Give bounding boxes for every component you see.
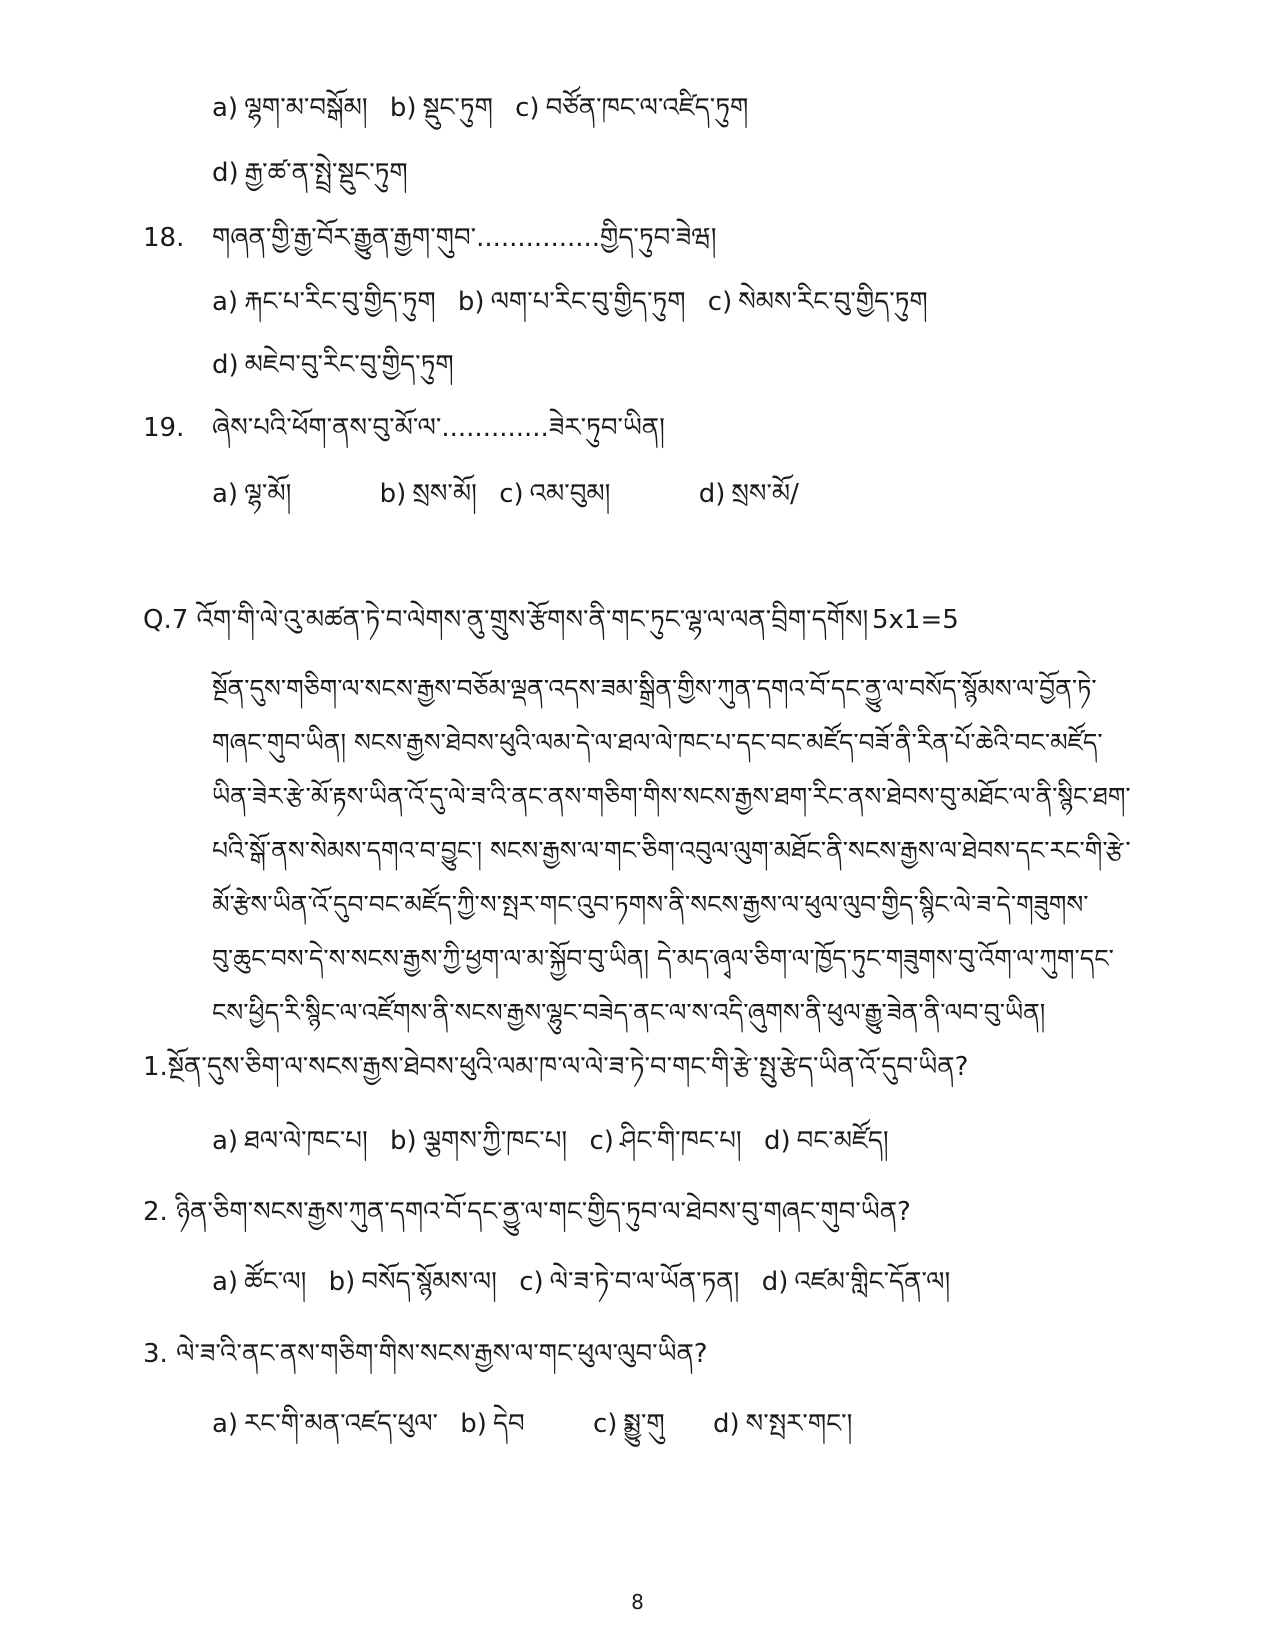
option-b: b) སྡུང་ཏུག [389,93,493,123]
option-c: c) སེམས་རིང་བུ་གྱིད་ཏུག [707,287,928,317]
q18-text: གཞན་གྱི་རྒྱ་བོར་རྒྱུན་རྒྱག་གུབ་...............གྱིད་ཏུབ་ཟེཝ། [212,223,717,253]
passage-line: པའི་སྒོ་ནས་སེམས་དགའ་བ་བྱུང་། སངས་རྒྱས་ལ་གང་ཅིག་འབུལ་ལུག་མཐོང་ནི་སངས་རྒྱས་ལ་ཐེབས་དང་རང་གི་རྩེ་ [212,836,1131,865]
q7-3-options [212,1404,866,1444]
option-d: d) འཛམ་གླིང་དོན་ལ། [761,1267,951,1297]
q17-options-line1 [212,88,762,128]
option-a: a) ལྷག་མ་བསྒོམ། [212,93,368,123]
q7-instruction: འོག་གི་ལེ་འུ་མཚན་ཏེ་བ་ལེགས་ནུ་གྲུས་རྩོགས་ནི་གང་ཏུང་ལྷ་ལ་ལན་བྲིག་དགོས། [196,605,869,635]
passage-line: གཞང་གུབ་ཡིན། སངས་རྒྱས་ཐེབས་ཕུའི་ལམ་དེ་ལ་ཐལ་ལེ་ཁང་པ་དང་བང་མཛོད་བཟོ་ནི་རིན་པོ་ཆེའི་བང་མཛོད་ [212,728,1103,757]
option-b: b) སྲས་མོ། [379,479,477,509]
option-b: b) དེབ [460,1409,525,1439]
option-c: c) བཙོན་ཁང་ལ་འཛིད་ཏུག [515,93,749,123]
q7-2-text: 2. ཉིན་ཅིག་སངས་རྒྱས་ཀུན་དགའ་བོ་དང་ནྱུ་ལ་གང་གྱིད་ཏུབ་ལ་ཐེབས་བུ་གཞང་གུབ་ཡིན? [143,1197,911,1227]
q7-marks: 5x1=5 [872,605,959,635]
option-a: a) ལྷ་མོ། [212,479,292,509]
option-b: b) བསོད་སྙོམས་ལ། [328,1267,497,1297]
q7-1-text: 1.སྔོན་དུས་ཅིག་ལ་སངས་རྒྱས་ཐེབས་ཕུའི་ལམ་ཁ་ལ་ལེ་ཟ་ཏེ་བ་གང་གི་རྩེ་སྤུ་རྩེད་ཡིན་འོ་དུབ་ཡིན? [143,1052,969,1082]
option-d: d) ས་སྤར་གང་། [712,1409,853,1439]
option-c: c) སྨྱུ་གུ [592,1409,665,1439]
q7-label: Q.7 [143,605,189,635]
option-d: d) མཇེབ་བུ་རིང་བུ་གྱིད་ཏུག [212,350,454,380]
q17-options-line2 [212,153,422,193]
passage-line: མོ་རྩེས་ཡིན་འོ་དུབ་བང་མཛོད་ཀྱི་ས་སྤར་གང་འུབ་ཏགས་ནི་སངས་རྒྱས་ལ་ཕུལ་ལུབ་གྱིད་སྙིང་ལེ་ཟ་དེ་གཟུགས་ [212,890,1089,919]
q7-heading [143,600,868,640]
q18-options-line1 [212,282,942,322]
option-a: a) རྐང་པ་རིང་བུ་གྱིད་ཏུག [212,287,436,317]
option-b: b) ལྕགས་ཀྱི་ཁང་པ། [390,1126,568,1156]
passage-line: སྔོན་དུས་གཅིག་ལ་སངས་རྒྱས་བཅོམ་ལྡན་འདས་ཟམ་སྒྲིན་གྱིས་ཀུན་དགའ་བོ་དང་ནྱུ་ལ་བསོད་སྙོམས་ལ་བྱོན་ཏེ་ [212,674,1097,703]
option-a: a) ཚོང་ལ། [212,1267,307,1297]
option-c: c) འམ་བུམ། [499,479,611,509]
passage-line: ངས་ཕྱིད་རི་སྙིང་ལ་འཛོགས་ནི་སངས་རྒྱས་ལྷུང་བཟེད་ནང་ལ་ས་འདི་ཞུགས་ནི་ཕུལ་རྒྱུ་ཟེན་ནི་ལབ་བུ་ཡིན། [212,998,1046,1027]
option-d: d) སྲས་མོ/ [698,479,799,509]
option-a: a) ཐལ་ལེ་ཁང་པ། [212,1126,368,1156]
page-number: 8 [631,1590,644,1614]
option-c: c) ལེ་ཟ་ཏེ་བ་ལ་ཡོན་ཏན། [519,1267,740,1297]
q7-1-options [212,1121,903,1161]
passage-line: ཡིན་ཟེར་རྩེ་མོ་རྟས་ཡིན་འོ་དུ་ལེ་ཟ་འི་ནང་ནས་གཅིག་གིས་སངས་རྒྱས་ཐག་རིང་ནས་ཐེབས་བུ་མཐོང་ལ་ནི་སྙིང་ཐག་ [212,782,1131,811]
q7-passage [212,662,1142,1040]
q7-3-text: 3. ལེ་ཟ་འི་ནང་ནས་གཅིག་གིས་སངས་རྒྱས་ལ་གང་ཕུལ་ལུབ་ཡིན? [143,1339,708,1369]
q19-number: 19. [143,413,185,443]
option-a: a) རང་གི་མན་འཛད་ཕུལ་ [212,1409,439,1439]
q19-text: ཞེས་པའི་ཕོག་ནས་བུ་མོ་ལ་.............ཟེར་ཏུབ་ཡིན། [212,413,665,443]
q18-number: 18. [143,223,185,253]
q19-options [212,474,813,514]
option-d: d) བང་མཛོད། [763,1126,889,1156]
option-c: c) ཤིང་གི་ཁང་པ། [589,1126,742,1156]
q7-2-options [212,1262,964,1302]
passage-line: བུ་ཆུང་བས་དེ་ས་སངས་རྒྱས་ཀྱི་ཕྱག་ལ་མ་སྐྱོབ་བུ་ཡིན། དེ་མད་ཞྭལ་ཅིག་ལ་ཁྱོད་ཏུང་གཟུགས་བུ་འོག་ལ་ཀུག་དང་ [212,944,1114,973]
q18-options-line2 [212,345,468,385]
option-d: d) རྒྱ་ཚ་ན་སྤྲེ་སྡུང་ཏུག [212,158,408,188]
option-b: b) ལག་པ་རིང་བུ་གྱིད་ཏུག [457,287,686,317]
